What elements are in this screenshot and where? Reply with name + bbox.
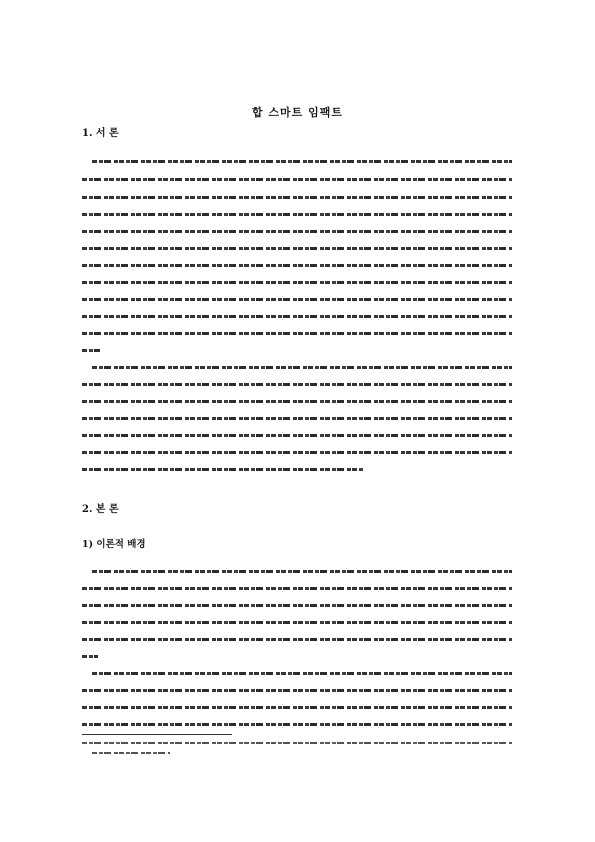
subsection-heading: 1) 이론적 배경 — [82, 539, 146, 550]
section-heading-1: 1. 서 론 — [82, 128, 119, 139]
document-title: 합 스마트 임팩트 — [251, 106, 344, 119]
section-heading-2: 2. 본 론 — [82, 504, 119, 515]
footnote-rule — [82, 734, 232, 735]
